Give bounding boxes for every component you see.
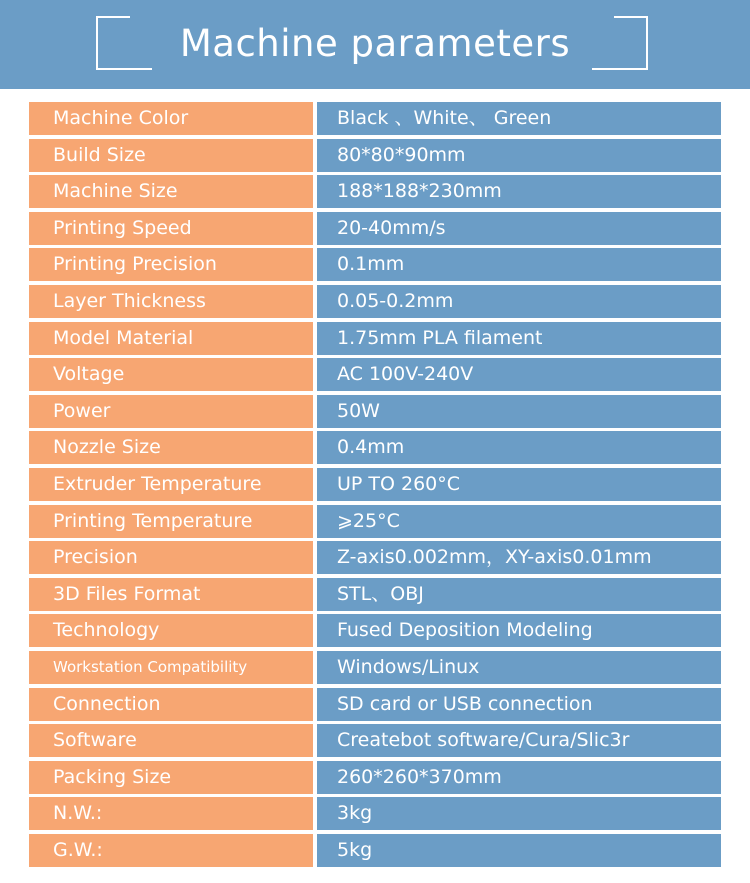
row-label: Software	[29, 724, 313, 757]
row-label: Printing Temperature	[29, 505, 313, 538]
table-row	[29, 102, 721, 135]
table-row	[29, 797, 721, 830]
row-value: Createbot software/Cura/Slic3r	[317, 724, 721, 757]
table-row	[29, 688, 721, 721]
row-value: 1.75mm PLA filament	[317, 322, 721, 355]
row-label: 3D Files Format	[29, 578, 313, 611]
table-row	[29, 431, 721, 464]
row-value: 260*260*370mm	[317, 761, 721, 794]
table-row	[29, 358, 721, 391]
row-label: Build Size	[29, 139, 313, 172]
row-value: 3kg	[317, 797, 721, 830]
table-row	[29, 139, 721, 172]
row-label: Model Material	[29, 322, 313, 355]
row-label: Extruder Temperature	[29, 468, 313, 501]
row-label: G.W.:	[29, 834, 313, 867]
page-title: Machine parameters	[179, 22, 571, 65]
frame-bottom-right	[592, 68, 648, 70]
row-value: 5kg	[317, 834, 721, 867]
row-label: Printing Speed	[29, 212, 313, 245]
row-value: 50W	[317, 395, 721, 428]
row-value: Windows/Linux	[317, 651, 721, 684]
table-row	[29, 212, 721, 245]
table-row	[29, 614, 721, 647]
row-value: 20-40mm/s	[317, 212, 721, 245]
row-value: UP TO 260°C	[317, 468, 721, 501]
row-label: Connection	[29, 688, 313, 721]
spec-table	[29, 102, 721, 870]
frame-bottom-left	[96, 68, 152, 70]
row-label: Packing Size	[29, 761, 313, 794]
row-label: Power	[29, 395, 313, 428]
row-label: Precision	[29, 541, 313, 574]
row-value: STL、OBJ	[317, 578, 721, 611]
row-label: Machine Size	[29, 175, 313, 208]
row-label: Layer Thickness	[29, 285, 313, 318]
row-value: ⩾25°C	[317, 505, 721, 538]
frame-top-left	[96, 16, 130, 18]
row-value: Black 、White、 Green	[317, 102, 721, 135]
row-label: Machine Color	[29, 102, 313, 135]
table-row	[29, 505, 721, 538]
row-label: Workstation Compatibility	[29, 651, 313, 684]
row-label: Voltage	[29, 358, 313, 391]
row-value: 188*188*230mm	[317, 175, 721, 208]
row-value: 0.4mm	[317, 431, 721, 464]
row-value: SD card or USB connection	[317, 688, 721, 721]
row-value: Fused Deposition Modeling	[317, 614, 721, 647]
table-row	[29, 761, 721, 794]
row-label: Printing Precision	[29, 248, 313, 281]
table-row	[29, 175, 721, 208]
row-value: 0.1mm	[317, 248, 721, 281]
table-row	[29, 541, 721, 574]
table-row	[29, 322, 721, 355]
row-label: Technology	[29, 614, 313, 647]
table-row	[29, 285, 721, 318]
table-row	[29, 578, 721, 611]
row-value: Z-axis0.002mm，XY-axis0.01mm	[317, 541, 721, 574]
table-row	[29, 468, 721, 501]
table-row	[29, 395, 721, 428]
row-label: Nozzle Size	[29, 431, 313, 464]
row-label: N.W.:	[29, 797, 313, 830]
row-value: AC 100V-240V	[317, 358, 721, 391]
row-value: 0.05-0.2mm	[317, 285, 721, 318]
table-row	[29, 248, 721, 281]
frame-top-right	[614, 16, 648, 18]
table-row	[29, 724, 721, 757]
table-row	[29, 651, 721, 684]
table-row	[29, 834, 721, 867]
row-value: 80*80*90mm	[317, 139, 721, 172]
header-banner	[0, 0, 750, 89]
